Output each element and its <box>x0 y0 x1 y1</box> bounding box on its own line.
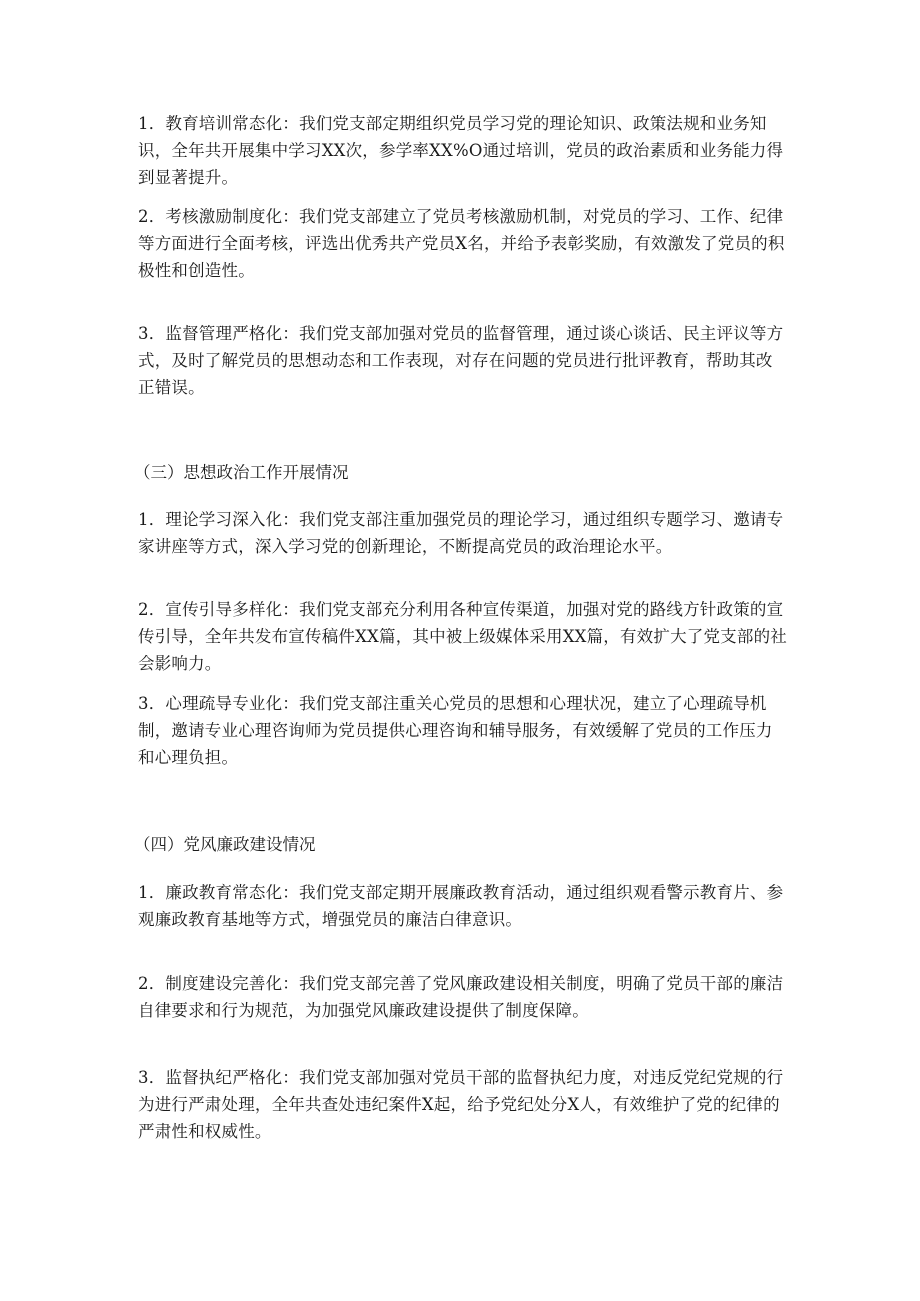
paragraph-assessment-incentive: 2．考核激励制度化：我们党支部建立了党员考核激励机制，对党员的学习、工作、纪律等方面进行全面考核，评选出优秀共产党员X名，并给予表彰奖励，有效激发了党员的积极性和创造性。 <box>138 207 785 280</box>
paragraph-theory-study: 1．理论学习深入化：我们党支部注重加强党员的理论学习，通过组织专题学习、邀请专家讲座等方式，深入学习党的创新理论，不断提高党员的政治理论水平。 <box>138 510 784 556</box>
paragraph-publicity-guidance: 2．宣传引导多样化：我们党支部充分利用各种宣传渠道，加强对党的路线方针政策的宣传引导，全年共发布宣传稿件XX篇，其中被上级媒体采用XX篇，有效扩大了党支部的社会影响力。 <box>138 600 787 673</box>
paragraph-education-training: 1．教育培训常态化：我们党支部定期组织党员学习党的理论知识、政策法规和业务知识，全年共开展集中学习XX次，参学率XX%O通过培训，党员的政治素质和业务能力得到显著提升。 <box>138 114 784 187</box>
section-heading-ideological-work: （三）思想政治工作开展情况 <box>134 463 349 482</box>
paragraph-supervision-management: 3．监督管理严格化：我们党支部加强对党员的监督管理，通过谈心谈话、民主评议等方式，及时了解党员的思想动态和工作表现，对存在问题的党员进行批评教育，帮助其改正错误。 <box>138 324 784 397</box>
paragraph-psychological-counseling: 3．心理疏导专业化：我们党支部注重关心党员的思想和心理状况，建立了心理疏导机制，邀请专业心理咨询师为党员提供心理咨询和辅导服务，有效缓解了党员的工作压力和心理负担。 <box>138 694 773 767</box>
section-heading-clean-governance: （四）党风廉政建设情况 <box>134 835 316 854</box>
paragraph-system-construction: 2．制度建设完善化：我们党支部完善了党风廉政建设相关制度，明确了党员干部的廉洁自律要求和行为规范，为加强党风廉政建设提供了制度保障。 <box>138 974 784 1020</box>
paragraph-integrity-education: 1．廉政教育常态化：我们党支部定期开展廉政教育活动，通过组织观看警示教育片、参观廉政教育基地等方式，增强党员的廉洁白律意识。 <box>138 883 784 929</box>
paragraph-discipline-enforcement: 3．监督执纪严格化：我们党支部加强对党员干部的监督执纪力度，对违反党纪党规的行为进行严肃处理，全年共查处违纪案件X起，给予党纪处分X人，有效维护了党的纪律的严肃性和权威性。 <box>138 1068 784 1141</box>
